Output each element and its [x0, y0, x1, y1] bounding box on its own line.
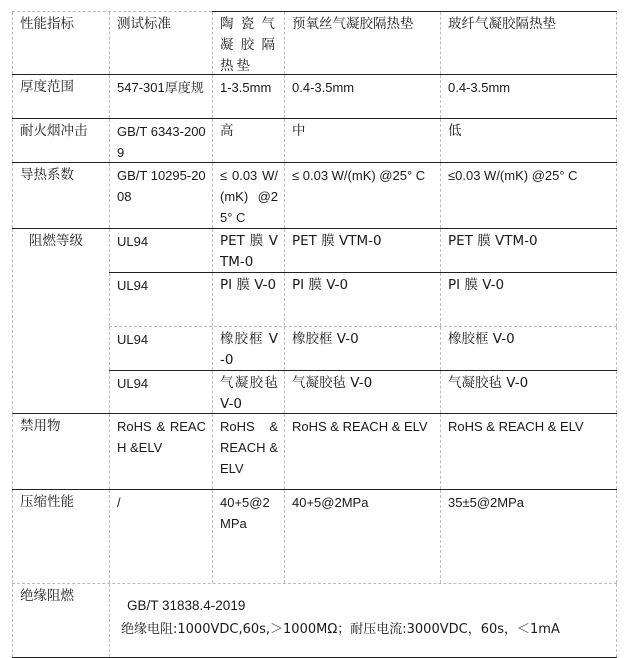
row-ceramic-value: 40+5@2MPa	[212, 490, 284, 583]
flame-rating-group	[12, 229, 617, 414]
row-label: 压缩性能	[12, 490, 109, 583]
row-standard: UL94	[109, 273, 212, 326]
header-top-border-solid	[212, 11, 617, 12]
row-ceramic-value: 1-3.5mm	[212, 75, 284, 118]
header-cell-preox: 预氧丝气凝胶隔热垫	[284, 12, 440, 74]
row-ceramic-value: PET 膜 VTM-0	[212, 229, 284, 272]
row-standard: UL94	[109, 229, 212, 272]
insulation-standard: GB/T 31838.4-2019	[127, 598, 246, 613]
table-row	[109, 229, 617, 273]
header-cell-glassfiber: 玻纤气凝胶隔热垫	[440, 12, 617, 74]
table-row	[109, 371, 617, 414]
row-standard: UL94	[109, 371, 212, 413]
spec-table	[12, 12, 617, 658]
row-glass-value: RoHS & REACH & ELV	[440, 414, 617, 489]
row-label: 厚度范围	[12, 75, 109, 118]
table-row	[12, 163, 617, 229]
row-label: 阻燃等级	[12, 229, 109, 414]
header-top-border-dashed	[12, 11, 212, 12]
row-ceramic-value: 气凝胶毡 V-0	[212, 371, 284, 413]
row-glass-value: PET 膜 VTM-0	[440, 229, 617, 272]
table-row-insulation	[12, 584, 617, 658]
row-glass-value: 35±5@2MPa	[440, 490, 617, 583]
table-row	[12, 490, 617, 584]
insulation-detail: 绝缘电阻:1000VDC,60s,＞1000MΩ；耐压电流:3000VDC，60s，＜1mA	[121, 622, 560, 637]
table-row	[109, 327, 617, 371]
insulation-merged-cell	[109, 584, 617, 657]
row-standard: /	[109, 490, 212, 583]
header-cell-metric: 性能指标	[12, 12, 109, 74]
row-glass-value: ≤0.03 W/(mK) @25° C	[440, 163, 617, 228]
header-cell-ceramic: 陶瓷气凝胶隔热垫	[212, 12, 284, 74]
flame-rating-subrows	[109, 229, 617, 414]
row-preox-value: PET 膜 VTM-0	[284, 229, 440, 272]
row-preox-value: 0.4-3.5mm	[284, 75, 440, 118]
row-ceramic-value: ≤ 0.03 W/(mK) @25° C	[212, 163, 284, 228]
row-standard: GB/T 6343-2009	[109, 119, 212, 162]
row-standard: GB/T 10295-2008	[109, 163, 212, 228]
table-row	[109, 273, 617, 327]
header-cell-standard: 测试标准	[109, 12, 212, 74]
row-standard: UL94	[109, 327, 212, 370]
row-preox-value: RoHS & REACH & ELV	[284, 414, 440, 489]
table-row	[12, 119, 617, 163]
row-preox-value: 橡胶框 V-0	[284, 327, 440, 370]
row-label: 导热系数	[12, 163, 109, 228]
row-label: 耐火烟冲击	[12, 119, 109, 162]
table-row	[12, 414, 617, 490]
row-glass-value: 橡胶框 V-0	[440, 327, 617, 370]
table-header-row	[12, 12, 617, 75]
row-ceramic-value: 橡胶框 V-0	[212, 327, 284, 370]
row-preox-value: ≤ 0.03 W/(mK) @25° C	[284, 163, 440, 228]
row-glass-value: 0.4-3.5mm	[440, 75, 617, 118]
row-glass-value: PI 膜 V-0	[440, 273, 617, 326]
row-ceramic-value: PI 膜 V-0	[212, 273, 284, 326]
row-preox-value: PI 膜 V-0	[284, 273, 440, 326]
row-preox-value: 40+5@2MPa	[284, 490, 440, 583]
table-row	[12, 75, 617, 119]
row-label: 绝缘阻燃	[12, 584, 109, 657]
row-glass-value: 气凝胶毡 V-0	[440, 371, 617, 413]
row-ceramic-value: 高	[212, 119, 284, 162]
row-standard: 547-301厚度规	[109, 75, 212, 118]
row-glass-value: 低	[440, 119, 617, 162]
row-preox-value: 气凝胶毡 V-0	[284, 371, 440, 413]
row-standard: RoHS & REACH &ELV	[109, 414, 212, 489]
row-preox-value: 中	[284, 119, 440, 162]
row-ceramic-value: RoHS & REACH & ELV	[212, 414, 284, 489]
row-label: 禁用物	[12, 414, 109, 489]
